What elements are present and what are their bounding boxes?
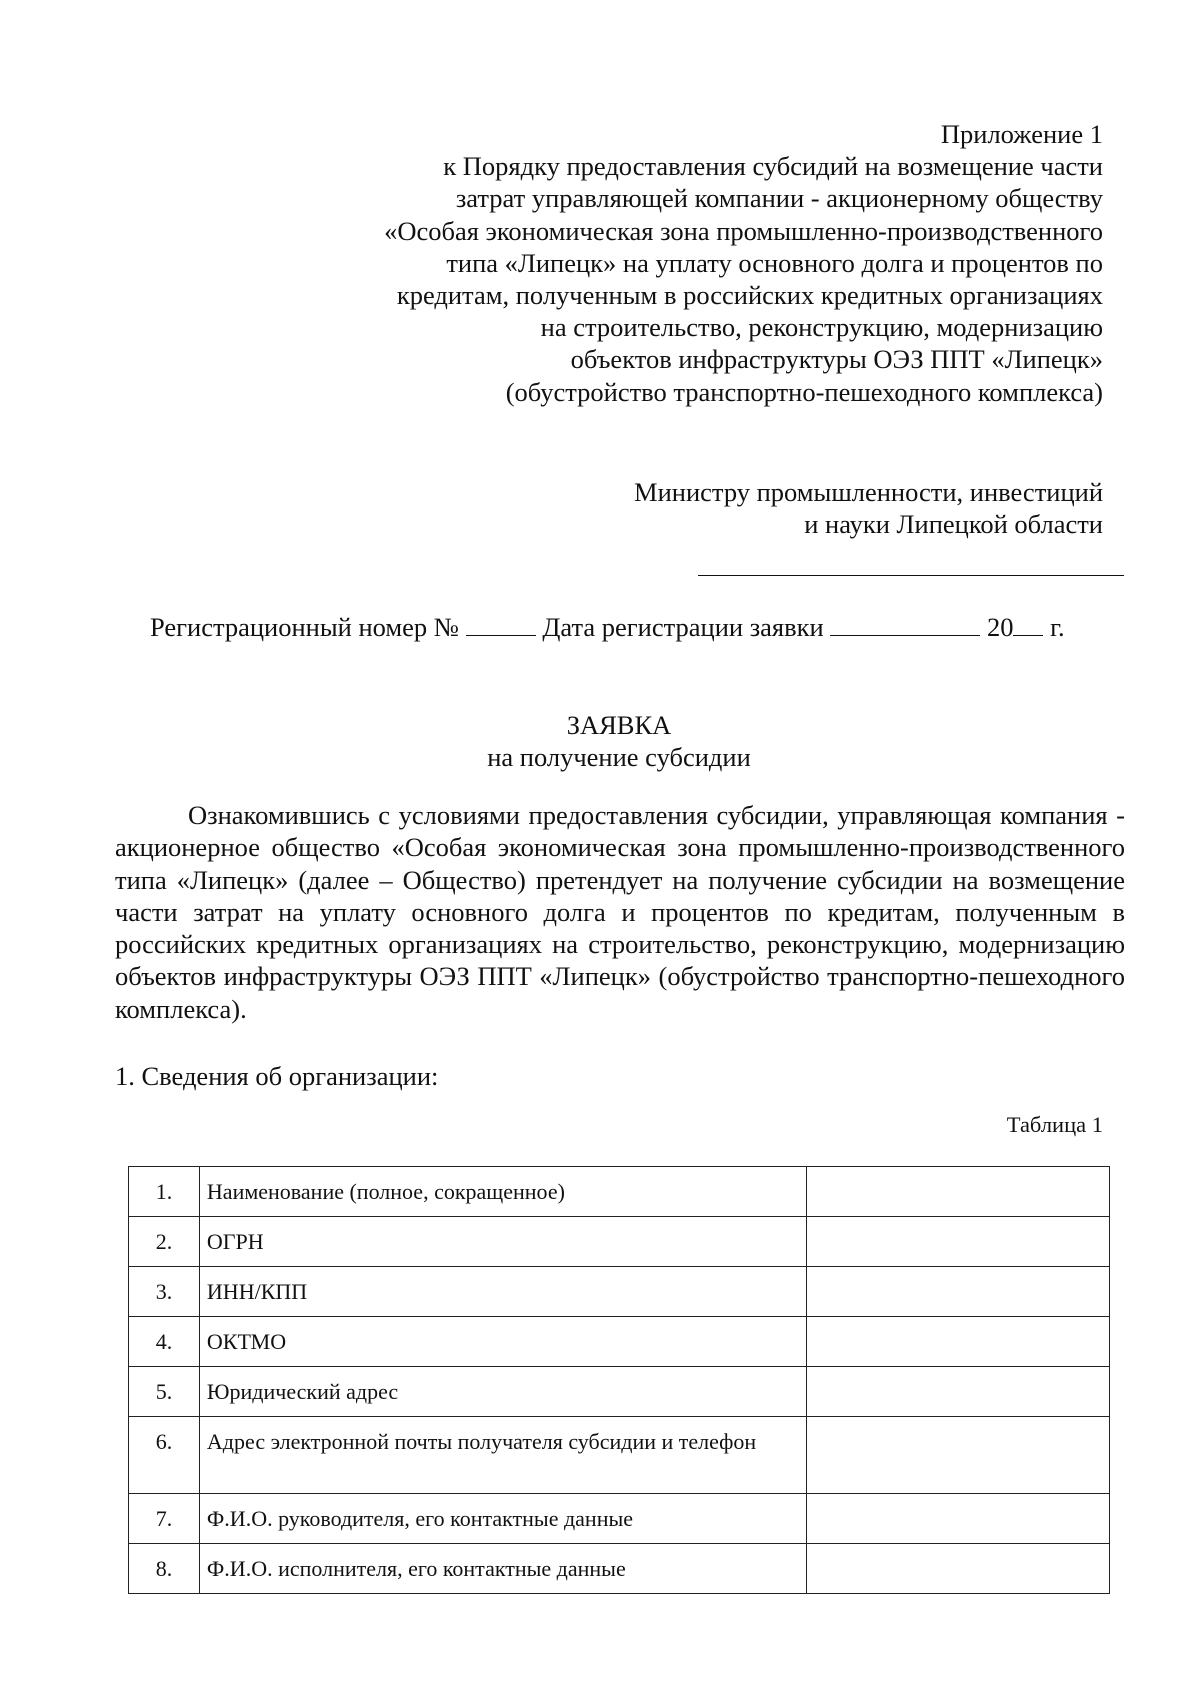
registration-number-label: Регистрационный номер № — [150, 612, 460, 642]
addressee-line-2: и науки Липецкой области — [804, 509, 1103, 539]
appendix-line: типа «Липецк» на уплату основного долга и процентов по — [446, 247, 1103, 278]
row-label: ОКТМО — [199, 1317, 806, 1367]
row-value-cell[interactable] — [807, 1167, 1110, 1217]
table-row — [129, 1544, 1110, 1594]
appendix-header — [243, 118, 1103, 408]
addressee-line-1: Министру промышленности, инвестиций — [634, 477, 1103, 507]
appendix-line: к Порядку предоставления субсидий на возмещение части — [443, 151, 1103, 182]
appendix-line: «Особая экономическая зона промышленно-производственного — [384, 215, 1103, 246]
row-number: 7. — [129, 1494, 200, 1544]
document-subtitle: на получение субсидии — [487, 742, 751, 772]
registration-line — [150, 611, 1125, 643]
appendix-line: на строительство, реконструкцию, модернизацию — [540, 312, 1103, 343]
row-number: 3. — [129, 1267, 200, 1317]
row-value-cell[interactable] — [807, 1544, 1110, 1594]
section-heading: 1. Сведения об организации: — [115, 1061, 439, 1091]
registration-date-blank[interactable] — [830, 613, 980, 636]
row-value-cell[interactable] — [807, 1267, 1110, 1317]
table-row — [129, 1367, 1110, 1417]
table-row — [129, 1494, 1110, 1544]
addressee-block — [403, 476, 1103, 540]
registration-year-blank[interactable] — [1013, 613, 1043, 636]
table-row — [129, 1217, 1110, 1267]
row-number: 2. — [129, 1217, 200, 1267]
registration-number-blank[interactable] — [466, 613, 536, 636]
row-number: 8. — [129, 1544, 200, 1594]
table-row — [129, 1167, 1110, 1217]
registration-date-label: Дата регистрации заявки — [542, 612, 824, 642]
registration-year-prefix: 20 — [986, 612, 1014, 642]
row-label: Наименование (полное, сокращенное) — [199, 1167, 806, 1217]
document-title: ЗАЯВКА — [566, 710, 672, 740]
table-label: Таблица 1 — [1006, 1112, 1103, 1137]
appendix-line: затрат управляющей компании - акционерному обществу — [455, 183, 1103, 214]
body-paragraph: Ознакомившись с условиями предоставления субсидии, управляющая компания - акционерное общество «Особая экономическая зона промышленно-производственного типа «Липецк» (далее – Общество) претендует на получение субсидии на возмещение части затрат на уплату основного долга и процентов по кредитам, полученным в российских кредитных организациях на строительство, реконструкцию, модернизацию объектов инфраструктуры ОЭЗ ППТ «Липецк» (обустройство транспортно-пешеходного комплекса). — [115, 800, 1125, 1024]
registration-year-suffix: г. — [1050, 612, 1065, 642]
row-value-cell[interactable] — [807, 1417, 1110, 1494]
table-row — [129, 1417, 1110, 1494]
appendix-line: кредитам, полученным в российских кредитных организациях — [396, 280, 1103, 311]
row-number: 5. — [129, 1367, 200, 1417]
row-label: ОГРН — [199, 1217, 806, 1267]
row-label: ИНН/КПП — [199, 1267, 806, 1317]
row-label: Ф.И.О. исполнителя, его контактные данные — [199, 1544, 806, 1594]
row-number: 1. — [129, 1167, 200, 1217]
row-label: Ф.И.О. руководителя, его контактные данные — [199, 1494, 806, 1544]
appendix-line: объектов инфраструктуры ОЭЗ ППТ «Липецк» — [570, 344, 1103, 375]
appendix-line: (обустройство транспортно-пешеходного комплекса) — [505, 376, 1103, 407]
row-value-cell[interactable] — [807, 1217, 1110, 1267]
row-number: 6. — [129, 1417, 200, 1494]
appendix-line: Приложение 1 — [940, 119, 1103, 149]
table-row — [129, 1317, 1110, 1367]
table-row — [129, 1267, 1110, 1317]
row-label: Адрес электронной почты получателя субсидии и телефон — [199, 1417, 806, 1494]
row-value-cell[interactable] — [807, 1494, 1110, 1544]
row-number: 4. — [129, 1317, 200, 1367]
row-value-cell[interactable] — [807, 1367, 1110, 1417]
organization-info-table — [128, 1166, 1110, 1594]
addressee-name-line[interactable] — [698, 575, 1124, 576]
row-label: Юридический адрес — [199, 1367, 806, 1417]
row-value-cell[interactable] — [807, 1317, 1110, 1367]
